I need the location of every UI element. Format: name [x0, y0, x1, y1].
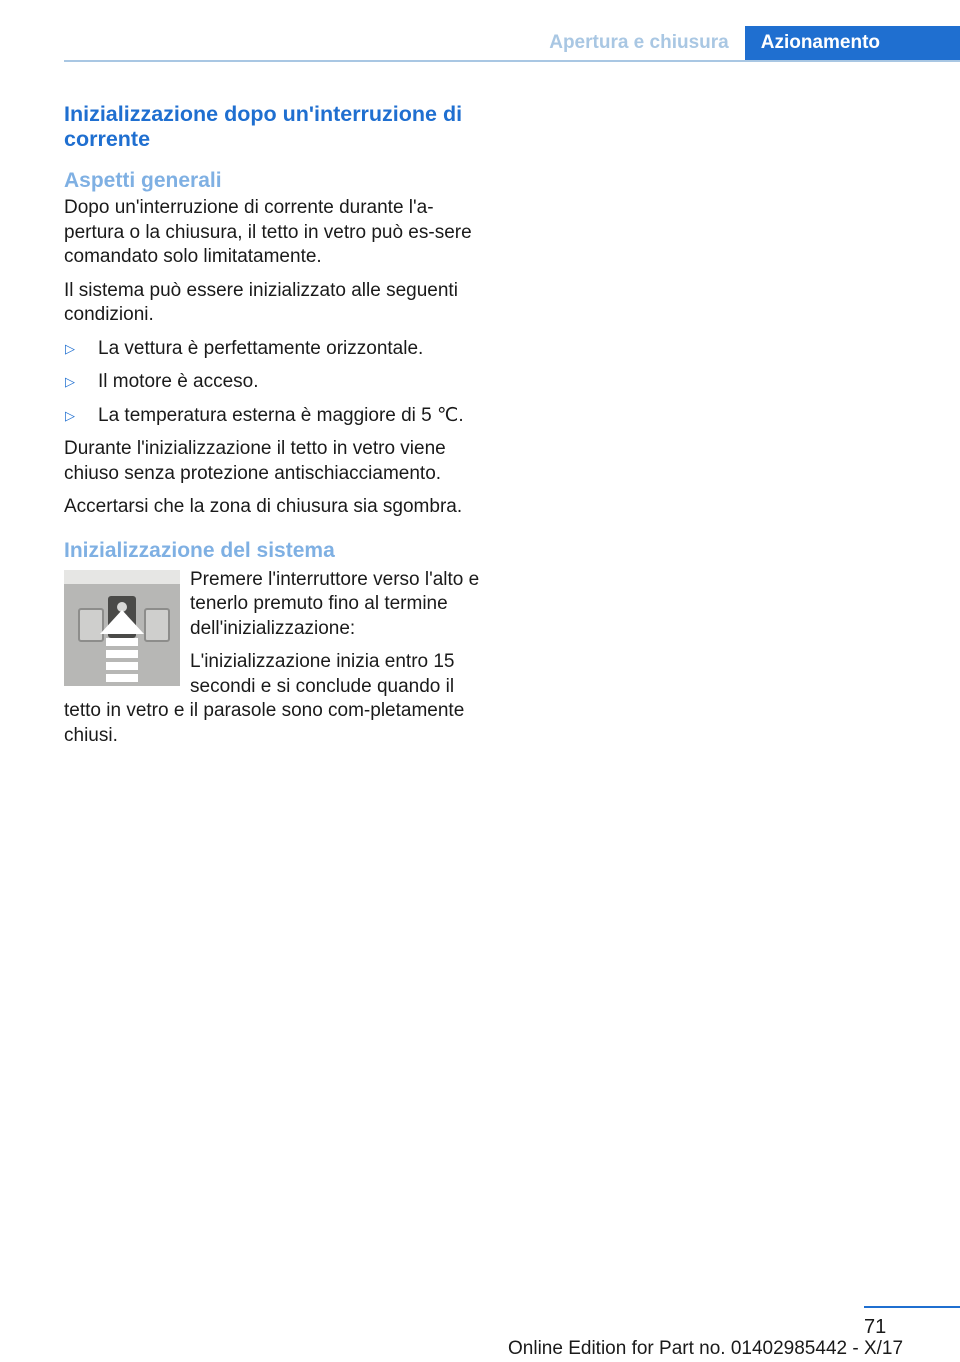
- paragraph-init-duration: L'inizializzazione inizia entro 15 secondi e si conclude quando il tetto in vetro e il parasole sono com-pletamente chiusi.: [64, 651, 465, 746]
- paragraph-conditions-intro: Il sistema può essere inizializzato alle seguenti condizioni.: [64, 279, 458, 325]
- triangle-right-icon: ▷: [65, 340, 75, 356]
- page-number: 71: [864, 1316, 887, 1338]
- header-section-label: Apertura e chiusura: [549, 32, 729, 53]
- header-tabs: [533, 26, 960, 62]
- conditions-list: [64, 337, 480, 429]
- page-title: Inizializzazione dopo un'interruzione di corrente: [64, 102, 463, 151]
- list-item: [64, 337, 480, 362]
- list-item: [64, 404, 480, 429]
- triangle-right-icon: ▷: [65, 374, 75, 389]
- system-heading: Inizializzazione del sistema: [64, 538, 335, 562]
- general-heading: Aspetti generali: [64, 169, 222, 192]
- header-rule: [64, 60, 960, 62]
- figure-block: [64, 568, 480, 758]
- paragraph-clear-area: Accertarsi che la zona di chiusura sia sgombra.: [64, 496, 463, 517]
- list-item-text: Il motore è acceso.: [98, 371, 259, 392]
- roof-switch-illustration-icon: [64, 570, 180, 686]
- paragraph-press-switch: Premere l'interruttore verso l'alto e tenerlo premuto fino al termine dell'inizializzazione:: [190, 568, 480, 639]
- header-chapter-tab: Azionamento: [745, 26, 960, 62]
- paragraph-power-interruption: Dopo un'interruzione di corrente durante l'a-pertura o la chiusura, il tetto in vetro può es-sere comandato solo limitatamente.: [64, 197, 472, 267]
- list-item-text: La temperatura esterna è maggiore di 5 ℃.: [98, 404, 464, 426]
- footer-rule: [864, 1306, 960, 1308]
- footer-edition: Online Edition for Part no. 01402985442 - X/17: [508, 1338, 904, 1359]
- main-content: [64, 102, 480, 757]
- triangle-right-icon: ▷: [65, 407, 75, 423]
- list-item-text: La vettura è perfettamente orizzontale.: [98, 337, 424, 359]
- list-item: [64, 370, 480, 395]
- paragraph-no-pinch-protection: Durante l'inizializzazione il tetto in vetro viene chiuso senza protezione antischiacciamento.: [64, 438, 446, 484]
